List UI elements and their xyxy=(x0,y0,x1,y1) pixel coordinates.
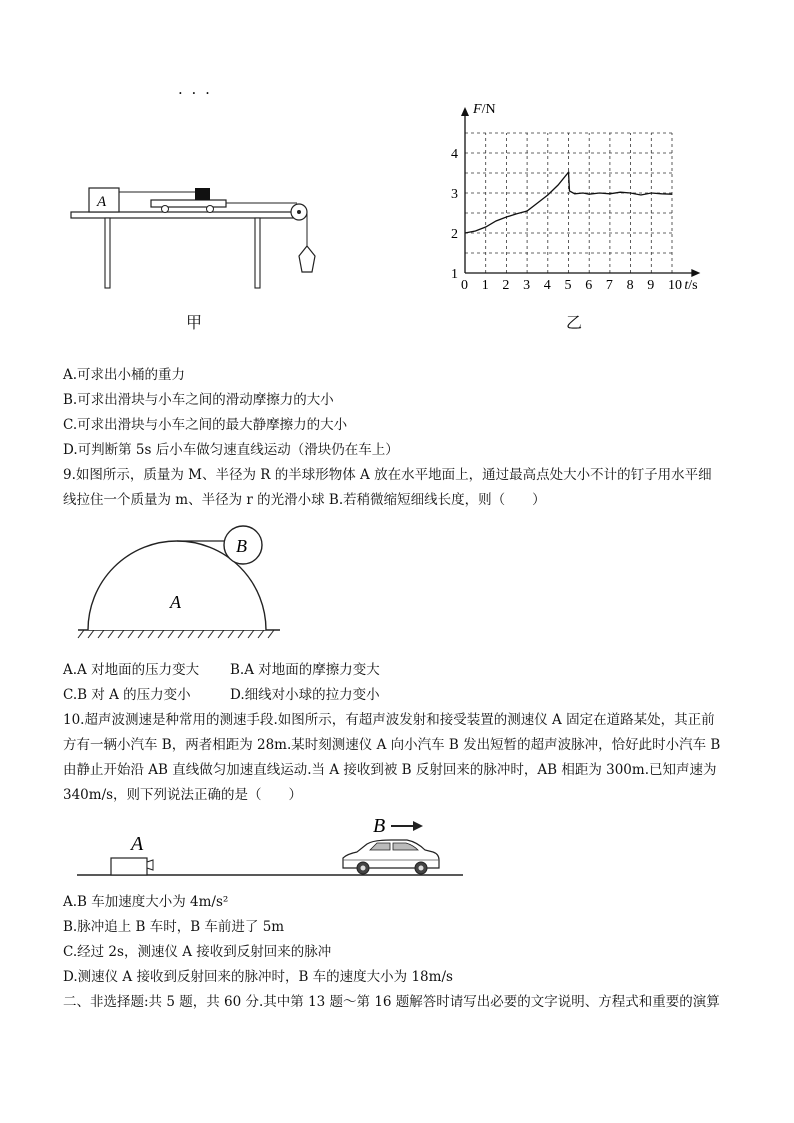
q10-stem-line1: 10.超声波测速是种常用的测速手段.如图所示，有超声波发射和接受装置的测速仪 A 固定在道路某处，其正前 xyxy=(63,712,715,728)
q10-option-b: B.脉冲追上 B 车时，B 车前进了 5m xyxy=(63,919,285,935)
q9-stem-line1: 9.如图所示，质量为 M、半径为 R 的半球形物体 A 放在水平地面上，通过最高点处大小不计的钉子用水平细 xyxy=(63,467,712,483)
q9-figure xyxy=(70,520,290,640)
x-axis-arrow xyxy=(691,269,700,277)
q10-option-c: C.经过 2s，测速仪 A 接收到反射回来的脉冲 xyxy=(63,944,332,960)
q10-option-d: D.测速仪 A 接收到反射回来的脉冲时，B 车的速度大小为 18m/s xyxy=(63,969,453,985)
y-tick-label: 3 xyxy=(451,187,458,202)
q10-option-a: A.B 车加速度大小为 4m/s² xyxy=(63,894,229,910)
q10-figure xyxy=(75,810,465,880)
x-tick-label: 2 xyxy=(502,278,510,293)
figure-jia-apparatus xyxy=(65,178,325,293)
chart-axes xyxy=(461,107,700,277)
q9-option-d: D.细线对小球的拉力变小 xyxy=(230,687,380,703)
car-b-label: B xyxy=(373,815,386,837)
x-tick-label: 7 xyxy=(605,278,613,293)
x-tick-label: 6 xyxy=(585,278,593,293)
slider-block xyxy=(195,188,210,200)
q8-option-b: B.可求出滑块与小车之间的滑动摩擦力的大小 xyxy=(63,392,334,408)
device-a-emitter xyxy=(147,860,153,870)
hemisphere-label: A xyxy=(170,592,181,612)
x-axis-title: t/s xyxy=(684,278,698,293)
chart-labels xyxy=(451,102,698,293)
figure-yi-chart xyxy=(440,95,720,305)
device-a xyxy=(111,858,147,875)
q9-option-c: C.B 对 A 的压力变小 xyxy=(63,687,191,703)
q10-stem-line4: 340m/s，则下列说法正确的是（ ） xyxy=(63,787,303,803)
x-tick-label: 5 xyxy=(564,278,572,293)
sensor-label: A xyxy=(97,194,107,210)
y-tick-label: 1 xyxy=(451,267,458,282)
q9-option-a: A.A 对地面的压力变大 xyxy=(63,662,200,678)
x-tick-label: 9 xyxy=(647,278,655,293)
x-tick-label: 8 xyxy=(626,278,634,293)
q9-option-b: B.A 对地面的摩擦力变大 xyxy=(230,662,380,678)
caption-jia: 甲 xyxy=(186,313,203,332)
y-axis-title: F/N xyxy=(473,102,496,117)
ground-hatch xyxy=(78,630,274,638)
x-tick-label: 4 xyxy=(543,278,551,293)
q8-option-d: D.可判断第 5s 后小车做匀速直线运动（滑块仍在车上） xyxy=(63,442,399,458)
table-top xyxy=(71,212,301,218)
x-tick-label: 0 xyxy=(461,278,468,293)
velocity-arrow-head xyxy=(413,821,423,831)
bucket xyxy=(299,246,315,272)
y-tick-label: 2 xyxy=(451,227,458,242)
table-leg-left xyxy=(105,218,110,288)
x-tick-label: 1 xyxy=(481,278,489,293)
table-leg-right xyxy=(255,218,260,288)
cart-wheel-right xyxy=(207,206,214,213)
car-b xyxy=(343,840,439,874)
q9-stem-line2: 线拉住一个质量为 m、半径为 r 的光滑小球 B.若稍微缩短细线长度，则（ ） xyxy=(63,492,546,508)
chart-grid xyxy=(465,133,674,273)
q10-stem-line3: 由静止开始沿 AB 直线做匀加速直线运动.当 A 接收到被 B 反射回来的脉冲时，AB 相距为 300m.已知声速为 xyxy=(63,762,717,778)
device-a-label: A xyxy=(131,833,144,855)
section-2-heading: 二、非选择题:共 5 题，共 60 分.其中第 13 题～第 16 题解答时请写出必要的文字说明、方程式和重要的演算 xyxy=(63,994,720,1010)
q10-stem-line2: 方有一辆小汽车 B，两者相距为 28m.某时刻测速仪 A 向小汽车 B 发出短暂的超声波脉冲，恰好此时小汽车 B xyxy=(63,737,721,753)
q8-option-a: A.可求出小桶的重力 xyxy=(63,367,186,383)
x-tick-label: 10 xyxy=(668,278,682,293)
caption-yi: 乙 xyxy=(566,313,583,332)
x-tick-label: 3 xyxy=(523,278,531,293)
cart-body xyxy=(151,200,226,207)
top-dots: · · · xyxy=(178,84,212,102)
y-tick-label: 4 xyxy=(451,147,458,162)
q8-option-c: C.可求出滑块与小车之间的最大静摩擦力的大小 xyxy=(63,417,348,433)
ball-label: B xyxy=(236,536,247,556)
cart-wheel-left xyxy=(162,206,169,213)
y-axis-arrow xyxy=(461,107,469,116)
